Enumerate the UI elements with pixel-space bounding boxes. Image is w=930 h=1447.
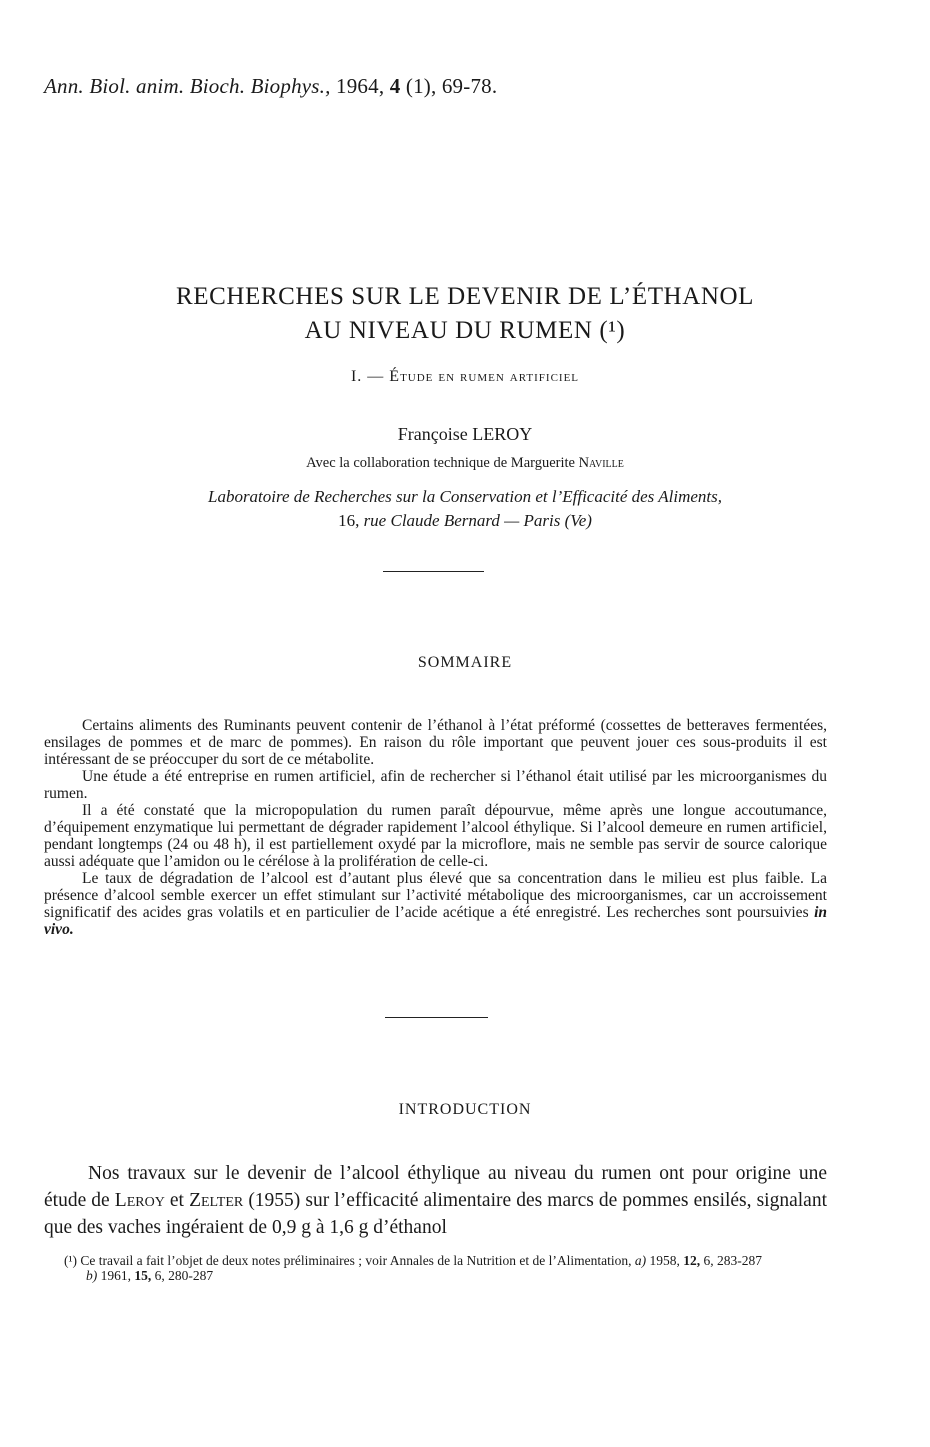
intro-text-a: Nos travaux sur le devenir de l’alcool éthylique au niveau du rumen ont pour origine une étude de (44, 1163, 827, 1211)
footnote-line (44, 1254, 834, 1269)
affiliation-line1: Laboratoire de Recherches sur la Conservation et l’Efficacité des Aliments, (207, 487, 722, 506)
footnote-b-volume: 15, (134, 1267, 152, 1283)
journal-volume: 4 (389, 74, 401, 98)
collaborator-name: Naville (578, 455, 624, 471)
sommaire-paragraph: Il a été constaté que la micropopulation du rumen paraît dépourvue, même après une longue accoutumance, d’équipement enzymatique lui permettant de dégrader rapidement l’alcool éthylique. Si l’alcool demeure en rumen artificiel, pendant longtemps (24 ou 48 h), il est partiellement oxydé par la microflore, mais ne semble pas servir de source calorique aussi adéquate que l’amidon ou le cérélose à la prolifération de celle-ci. (44, 802, 827, 870)
article-title-line2-text: AU NIVEAU DU RUMEN (304, 317, 593, 344)
collaboration-prefix: Avec la collaboration technique de Marguerite (306, 455, 575, 471)
affiliation-address: rue Claude Bernard — Paris (Ve) (363, 511, 592, 530)
footnote-a-year: 1958, (649, 1253, 680, 1268)
footnote-b-pages: 6, 280-287 (154, 1267, 214, 1283)
article-title-line1: RECHERCHES SUR LE DEVENIR DE L’ÉTHANOL (175, 283, 755, 310)
affiliation-number: 16, (338, 511, 360, 530)
introduction-body (44, 1160, 827, 1241)
collaboration-line (0, 455, 930, 472)
footnote-text: Ce travail a fait l’objet de deux notes préliminaires ; voir Annales de la Nutrition et de l’Alimentation, (80, 1253, 632, 1268)
journal-citation (44, 74, 497, 99)
footnote-a-pages: 6, 283-287 (703, 1253, 763, 1268)
separator-rule (383, 571, 484, 572)
journal-name: Ann. Biol. anim. Bioch. Biophys., (44, 74, 331, 98)
separator-rule (385, 1017, 488, 1018)
intro-text-c: (1955) sur l’efficacité alimentaire des marcs de pommes ensilés, signalant que des vaches ingéraient de 0,9 g à 1,6 g d’éthanol (44, 1190, 827, 1238)
journal-pages: (1), 69-78. (405, 74, 498, 98)
introduction-heading: INTRODUCTION (398, 1101, 532, 1118)
sommaire-heading: SOMMAIRE (417, 654, 513, 671)
sommaire-paragraph-text: Le taux de dégradation de l’alcool est d’autant plus élevé que sa concentration dans le milieu est plus faible. La présence d’alcool semble exercer un effet stimulant sur l’activité métabolique des microorganismes, car un accroissement significatif des acides gras volatils et en particulier de l’acide acétique a été enregistré. Les recherches sont poursuivies (44, 870, 827, 921)
footnote-b-year: 1961, (100, 1267, 131, 1283)
intro-ref-zelter: Zelter (189, 1190, 244, 1211)
footnote-a-label: a) (634, 1253, 647, 1268)
sommaire-paragraph-last (44, 870, 827, 938)
intro-text-b: et (169, 1190, 184, 1211)
footnote (44, 1254, 834, 1283)
footnote-a-volume: 12, (683, 1253, 701, 1268)
introduction-paragraph (44, 1160, 827, 1241)
footnote-b-label: b) (86, 1267, 98, 1283)
journal-year: 1964, (336, 74, 385, 98)
sommaire-paragraph: Une étude a été entreprise en rumen artificiel, afin de rechercher si l’éthanol était utilisé par les microorganismes du rumen. (44, 768, 827, 802)
sommaire-paragraph: Certains aliments des Ruminants peuvent contenir de l’éthanol à l’état préformé (cossettes de betteraves fermentées, ensilages de pommes et de marc de pommes). En raison du rôle important que peuvent jouer ces sous-produits il est intéressant de se préoccuper du sort de ce métabolite. (44, 717, 827, 768)
subtitle-prefix: I. — (350, 368, 385, 385)
sommaire-body (44, 717, 827, 938)
footnote-mark: (¹) (64, 1253, 78, 1268)
footnote-line (44, 1269, 834, 1284)
article-title-line2 (0, 317, 930, 345)
title-footnote-mark[interactable]: (¹) (599, 317, 626, 344)
intro-ref-leroy: Leroy (114, 1190, 165, 1211)
subtitle-text: Étude en rumen artificiel (389, 368, 580, 385)
sommaire-in-vivo: in vivo. (44, 904, 828, 938)
article-subtitle (0, 368, 930, 386)
author-name: Françoise LEROY (397, 424, 533, 444)
affiliation-line2 (0, 511, 930, 531)
